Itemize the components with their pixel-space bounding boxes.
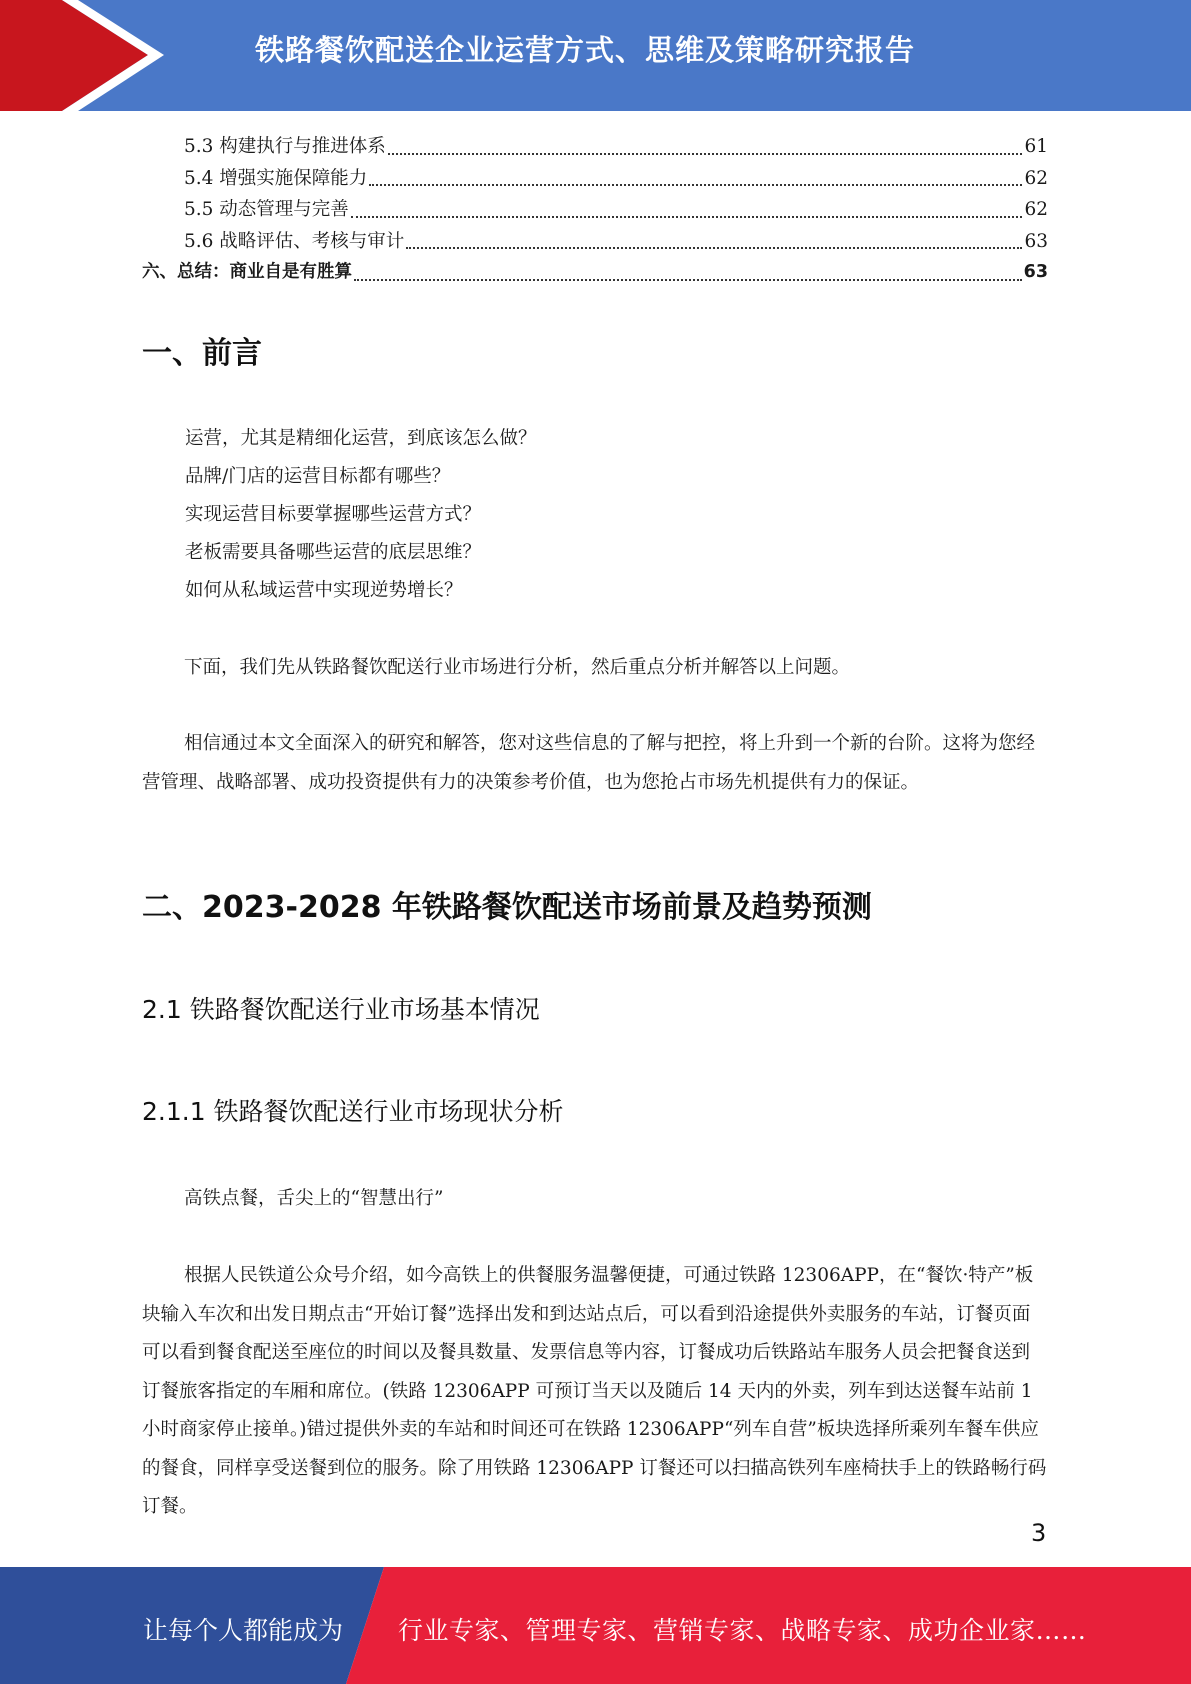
- footer-slogan-right: 行业专家、管理专家、营销专家、战略专家、成功企业家……: [398, 1616, 1087, 1645]
- toc-entry[interactable]: [142, 163, 1048, 195]
- toc-entry-text: 5.6 战略评估、考核与审计: [184, 230, 405, 252]
- toc-entry-main[interactable]: [142, 257, 1048, 289]
- footer-slogan-left: 让每个人都能成为: [143, 1616, 344, 1645]
- body-paragraph: 根据人民铁道公众号介绍，如今高铁上的供餐服务温馨便捷，可通过铁路 12306APP，在“餐饮·特产”板块输入车次和出发日期点击“开始订餐”选择出发和到达站点后，可以看到沿途提供外卖服务的车站，订餐页面可以看到餐食配送至座位的时间以及餐具数量、发票信息等内容，订餐成功后铁路站车服务人员会把餐食送到订餐旅客指定的车厢和席位。(铁路 12306APP 可预订当天以及随后 14 天内的外卖，列车到达送餐车站前 1 小时商家停止接单。)错过提供外卖的车站和时间还可在铁路 12306APP“列车自营”板块选择所乘列车餐车供应的餐食，同样享受送餐到位的服务。除了用铁路 12306APP 订餐还可以扫描高铁列车座椅扶手上的铁路畅行码订餐。: [142, 1265, 1047, 1517]
- toc-entry-text: 5.4 增强实施保障能力: [184, 167, 368, 189]
- toc-entry-page: 61: [1024, 136, 1048, 157]
- toc-leader: [406, 246, 1022, 249]
- body-paragraph: 高铁点餐，舌尖上的“智慧出行”: [184, 1188, 444, 1209]
- question-item: 如何从私域运营中实现逆势增长？: [185, 580, 463, 601]
- table-of-contents: [142, 131, 1048, 289]
- page-number: 3: [1031, 1519, 1047, 1547]
- body-paragraph: 相信通过本文全面深入的研究和解答，您对这些信息的了解与把控，将上升到一个新的台阶。这将为您经营管理、战略部署、成功投资提供有力的决策参考价值，也为您抢占市场先机提供有力的保证。: [142, 733, 1036, 793]
- section-heading-preface: 一、前言: [142, 336, 262, 371]
- toc-entry-text: 5.3 构建执行与推进体系: [184, 136, 386, 157]
- toc-entry-text: 5.5 动态管理与完善: [184, 199, 349, 220]
- report-title: 铁路餐饮配送企业运营方式、思维及策略研究报告: [255, 33, 916, 67]
- subsection-heading: 2.1.1 铁路餐饮配送行业市场现状分析: [142, 1097, 564, 1126]
- toc-leader: [369, 183, 1022, 186]
- question-item: 品牌/门店的运营目标都有哪些？: [185, 466, 451, 487]
- toc-entry[interactable]: [142, 194, 1048, 226]
- toc-entry-page: 62: [1024, 167, 1048, 189]
- question-list: [185, 420, 537, 610]
- question-item: 运营，尤其是精细化运营，到底该怎么做？: [185, 428, 537, 449]
- toc-leader: [388, 152, 1023, 155]
- subsection-heading: 2.1 铁路餐饮配送行业市场基本情况: [142, 995, 540, 1024]
- toc-entry-text: 六、总结：商业自是有胜算: [142, 262, 352, 282]
- toc-leader: [354, 278, 1022, 281]
- toc-leader: [351, 215, 1023, 218]
- toc-entry[interactable]: [142, 226, 1048, 258]
- toc-entry-page: 62: [1024, 199, 1048, 220]
- page-footer: [0, 1567, 1191, 1684]
- toc-entry[interactable]: [142, 131, 1048, 163]
- question-item: 实现运营目标要掌握哪些运营方式？: [185, 504, 482, 525]
- page-header: [0, 0, 1191, 111]
- question-item: 老板需要具备哪些运营的底层思维？: [185, 542, 482, 563]
- toc-entry-page: 63: [1024, 230, 1048, 252]
- toc-entry-page: 63: [1023, 262, 1048, 282]
- section-heading-forecast: 二、2023-2028 年铁路餐饮配送市场前景及趋势预测: [142, 890, 872, 925]
- body-paragraph: 下面，我们先从铁路餐饮配送行业市场进行分析，然后重点分析并解答以上问题。: [184, 657, 851, 678]
